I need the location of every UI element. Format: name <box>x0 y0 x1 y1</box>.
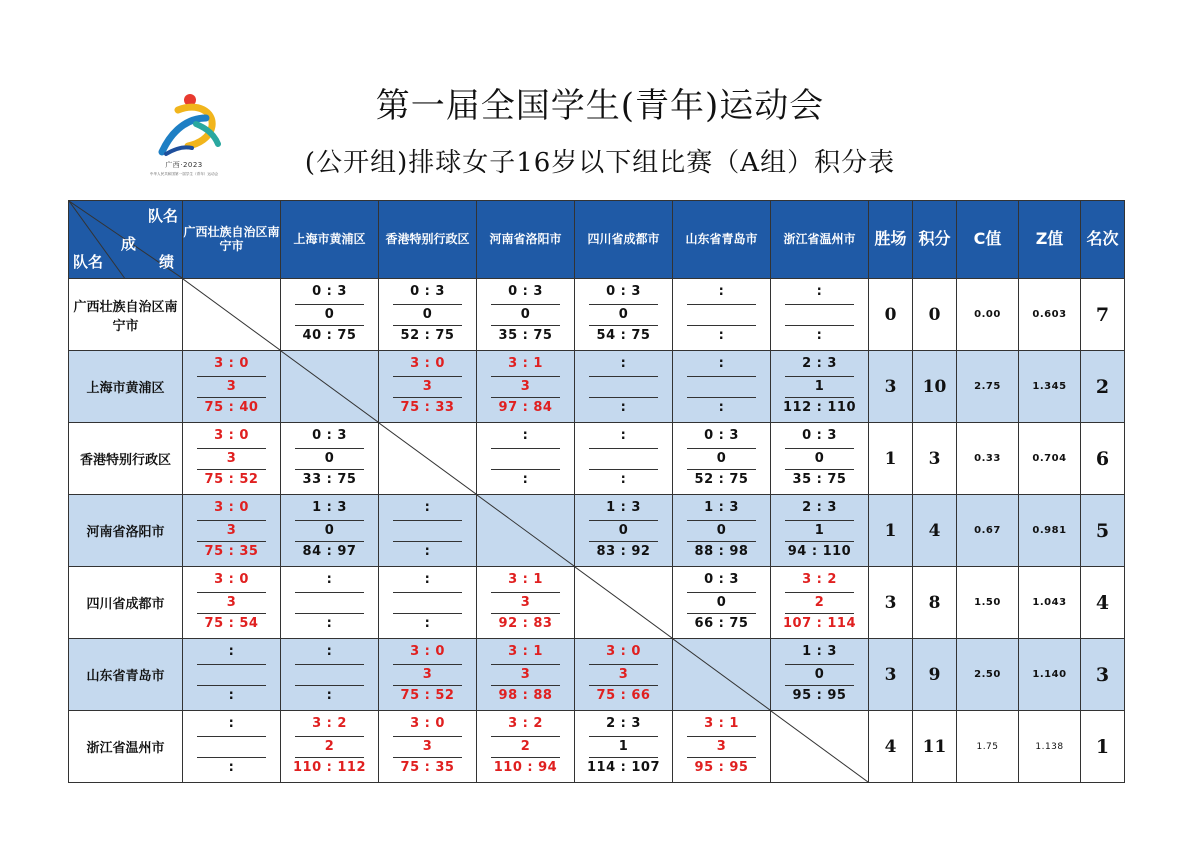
match-result-cell <box>281 639 379 711</box>
match-points <box>687 304 756 326</box>
set-score: 3 : 0 <box>214 571 249 587</box>
match-result <box>575 712 672 782</box>
match-result <box>477 712 574 782</box>
match-points <box>197 664 266 686</box>
match-result-cell <box>575 639 673 711</box>
points-cell: 10 <box>913 351 957 423</box>
set-score: 3 : 2 <box>802 571 837 587</box>
z-value-cell: 0.603 <box>1019 279 1081 351</box>
match-result <box>379 280 476 350</box>
match-points <box>589 376 658 398</box>
match-result-cell <box>771 279 869 351</box>
col-header-team: 河南省洛阳市 <box>477 201 575 279</box>
match-points <box>295 592 364 614</box>
match-result-cell <box>379 711 477 783</box>
points-score: 110 : 94 <box>493 759 558 775</box>
z-value-cell: 1.140 <box>1019 639 1081 711</box>
match-points: 3 <box>393 736 462 758</box>
wins-cell: 3 <box>869 639 913 711</box>
match-points: 3 <box>197 448 266 470</box>
points-score: 95 : 95 <box>792 687 847 703</box>
match-result-cell <box>575 423 673 495</box>
match-points: 3 <box>197 592 266 614</box>
match-result <box>281 568 378 638</box>
row-team-name: 广西壮族自治区南宁市 <box>69 279 183 351</box>
row-team-name: 浙江省温州市 <box>69 711 183 783</box>
match-result-cell <box>771 423 869 495</box>
match-result <box>379 640 476 710</box>
match-result <box>477 424 574 494</box>
match-result-cell <box>575 351 673 423</box>
set-score: 0 : 3 <box>312 427 347 443</box>
col-header-rank: 名次 <box>1081 201 1125 279</box>
match-points <box>491 448 560 470</box>
match-points: 3 <box>589 664 658 686</box>
match-points: 0 <box>785 448 854 470</box>
match-result <box>281 280 378 350</box>
match-result <box>183 352 280 422</box>
points-score: 75 : 40 <box>204 399 259 415</box>
set-score: 3 : 1 <box>704 715 739 731</box>
match-result <box>771 496 868 566</box>
match-result-cell <box>183 711 281 783</box>
match-result <box>771 424 868 494</box>
match-result-cell <box>379 279 477 351</box>
z-value-cell: 1.138 <box>1019 711 1081 783</box>
points-score: : <box>424 543 431 559</box>
set-score: 0 : 3 <box>606 283 641 299</box>
match-points: 0 <box>295 448 364 470</box>
match-points: 0 <box>687 448 756 470</box>
games-emblem-icon <box>132 88 236 160</box>
points-score: 35 : 75 <box>792 471 847 487</box>
match-points: 3 <box>491 376 560 398</box>
match-points: 3 <box>197 376 266 398</box>
match-result <box>673 496 770 566</box>
points-cell: 4 <box>913 495 957 567</box>
set-score: : <box>326 571 333 587</box>
points-score: 40 : 75 <box>302 327 357 343</box>
points-score: 52 : 75 <box>400 327 455 343</box>
col-header-c-value: C值 <box>957 201 1019 279</box>
points-score: : <box>228 759 235 775</box>
match-result <box>281 496 378 566</box>
match-result-cell <box>673 495 771 567</box>
c-value-cell: 0.33 <box>957 423 1019 495</box>
match-points <box>295 664 364 686</box>
c-value-cell: 0.67 <box>957 495 1019 567</box>
match-result-cell <box>477 351 575 423</box>
points-score: 33 : 75 <box>302 471 357 487</box>
set-score: 2 : 3 <box>606 715 641 731</box>
match-result-cell <box>673 711 771 783</box>
c-value-cell: 0.00 <box>957 279 1019 351</box>
points-score: 54 : 75 <box>596 327 651 343</box>
match-points: 0 <box>687 592 756 614</box>
corner-label-middle: 成 <box>121 235 137 253</box>
table-row <box>69 351 1125 423</box>
set-score: 0 : 3 <box>704 427 739 443</box>
points-score: 107 : 114 <box>782 615 857 631</box>
corner-label-top: 队名 <box>147 207 178 225</box>
points-cell: 9 <box>913 639 957 711</box>
match-points: 0 <box>491 304 560 326</box>
match-result-cell <box>183 639 281 711</box>
wins-cell: 4 <box>869 711 913 783</box>
points-score: 52 : 75 <box>694 471 749 487</box>
points-score: : <box>228 687 235 703</box>
match-result <box>575 640 672 710</box>
match-result-cell <box>281 711 379 783</box>
match-result <box>575 496 672 566</box>
match-result <box>281 640 378 710</box>
diagonal-line <box>183 279 280 350</box>
match-points: 3 <box>491 592 560 614</box>
table-row <box>69 495 1125 567</box>
points-score: 92 : 83 <box>498 615 553 631</box>
set-score: : <box>816 283 823 299</box>
col-header-team: 浙江省温州市 <box>771 201 869 279</box>
z-value-cell: 0.981 <box>1019 495 1081 567</box>
points-score: 75 : 35 <box>204 543 259 559</box>
match-result <box>575 280 672 350</box>
points-score: : <box>718 399 725 415</box>
set-score: 3 : 2 <box>508 715 543 731</box>
set-score: 0 : 3 <box>802 427 837 443</box>
wins-cell: 1 <box>869 423 913 495</box>
match-result <box>771 280 868 350</box>
points-cell: 11 <box>913 711 957 783</box>
c-value-cell: 1.75 <box>957 711 1019 783</box>
match-result-cell <box>183 351 281 423</box>
diagonal-line <box>379 423 476 494</box>
match-result <box>673 280 770 350</box>
match-result <box>379 496 476 566</box>
set-score: 3 : 0 <box>214 355 249 371</box>
set-score: 0 : 3 <box>312 283 347 299</box>
match-result-cell <box>575 711 673 783</box>
points-score: 35 : 75 <box>498 327 553 343</box>
table-row <box>69 423 1125 495</box>
points-score: : <box>424 615 431 631</box>
diagonal-line <box>673 639 770 710</box>
match-points: 0 <box>589 520 658 542</box>
diagonal-line <box>771 711 868 782</box>
rank-cell: 7 <box>1081 279 1125 351</box>
match-points <box>589 448 658 470</box>
match-result <box>673 424 770 494</box>
match-result <box>673 568 770 638</box>
match-points: 3 <box>687 736 756 758</box>
col-header-z-value: Z值 <box>1019 201 1081 279</box>
match-result-cell <box>281 567 379 639</box>
match-points: 2 <box>785 592 854 614</box>
row-team-name: 香港特别行政区 <box>69 423 183 495</box>
rank-cell: 6 <box>1081 423 1125 495</box>
match-result <box>673 352 770 422</box>
set-score: : <box>620 355 627 371</box>
match-points: 3 <box>393 664 462 686</box>
match-result <box>183 568 280 638</box>
table-row <box>69 279 1125 351</box>
c-value-cell: 2.50 <box>957 639 1019 711</box>
match-result <box>183 424 280 494</box>
set-score: 3 : 0 <box>410 643 445 659</box>
self-match-cell <box>379 423 477 495</box>
row-team-name: 山东省青岛市 <box>69 639 183 711</box>
corner-label-bottom: 队名 <box>73 253 104 271</box>
match-result-cell <box>575 495 673 567</box>
col-header-team: 广西壮族自治区南宁市 <box>183 201 281 279</box>
match-result <box>281 712 378 782</box>
match-points <box>393 520 462 542</box>
standings-table <box>68 200 1125 783</box>
match-result-cell <box>771 639 869 711</box>
points-score: 114 : 107 <box>586 759 661 775</box>
points-score: 98 : 88 <box>498 687 553 703</box>
header-corner <box>69 201 183 279</box>
points-score: 75 : 52 <box>400 687 455 703</box>
points-score: 110 : 112 <box>292 759 367 775</box>
table-row <box>69 567 1125 639</box>
points-score: : <box>326 615 333 631</box>
match-result <box>771 640 868 710</box>
self-match-cell <box>183 279 281 351</box>
match-result-cell <box>477 279 575 351</box>
points-score: 75 : 35 <box>400 759 455 775</box>
rank-cell: 1 <box>1081 711 1125 783</box>
match-result-cell <box>477 639 575 711</box>
match-points: 0 <box>687 520 756 542</box>
wins-cell: 0 <box>869 279 913 351</box>
match-points: 0 <box>393 304 462 326</box>
match-result <box>183 496 280 566</box>
set-score: : <box>424 499 431 515</box>
match-points: 0 <box>785 664 854 686</box>
match-result <box>477 568 574 638</box>
match-points: 3 <box>197 520 266 542</box>
col-header-wins: 胜场 <box>869 201 913 279</box>
points-score: : <box>620 399 627 415</box>
corner-label-result: 绩 <box>158 253 174 271</box>
match-result <box>477 640 574 710</box>
match-result-cell <box>673 423 771 495</box>
match-result-cell <box>281 423 379 495</box>
header-row <box>69 201 1125 279</box>
c-value-cell: 1.50 <box>957 567 1019 639</box>
match-result <box>477 280 574 350</box>
logo-caption-main: 广西·2023 <box>165 161 203 169</box>
set-score: : <box>228 715 235 731</box>
self-match-cell <box>477 495 575 567</box>
set-score: 0 : 3 <box>410 283 445 299</box>
rank-cell: 2 <box>1081 351 1125 423</box>
match-points: 2 <box>491 736 560 758</box>
points-score: 83 : 92 <box>596 543 651 559</box>
page-title: 第一届全国学生(青年)运动会 <box>375 86 825 126</box>
match-result-cell <box>183 423 281 495</box>
set-score: : <box>424 571 431 587</box>
match-points: 0 <box>295 304 364 326</box>
col-header-team: 四川省成都市 <box>575 201 673 279</box>
diagonal-line <box>281 351 378 422</box>
points-score: 94 : 110 <box>787 543 852 559</box>
match-result <box>575 352 672 422</box>
wins-cell: 3 <box>869 351 913 423</box>
set-score: 2 : 3 <box>802 355 837 371</box>
match-result <box>771 352 868 422</box>
match-result <box>379 568 476 638</box>
points-score: : <box>326 687 333 703</box>
points-score: 75 : 33 <box>400 399 455 415</box>
match-result-cell <box>379 567 477 639</box>
set-score: 0 : 3 <box>704 571 739 587</box>
col-header-team: 香港特别行政区 <box>379 201 477 279</box>
points-score: 84 : 97 <box>302 543 357 559</box>
points-cell: 0 <box>913 279 957 351</box>
set-score: 3 : 1 <box>508 643 543 659</box>
z-value-cell: 1.345 <box>1019 351 1081 423</box>
match-points: 1 <box>589 736 658 758</box>
self-match-cell <box>281 351 379 423</box>
wins-cell: 3 <box>869 567 913 639</box>
match-result <box>379 352 476 422</box>
col-header-points: 积分 <box>913 201 957 279</box>
match-points <box>687 376 756 398</box>
rank-cell: 4 <box>1081 567 1125 639</box>
set-score: : <box>228 643 235 659</box>
match-result-cell <box>379 495 477 567</box>
set-score: : <box>718 355 725 371</box>
table-row <box>69 639 1125 711</box>
set-score: : <box>326 643 333 659</box>
table-row <box>69 711 1125 783</box>
points-score: 75 : 54 <box>204 615 259 631</box>
z-value-cell: 1.043 <box>1019 567 1081 639</box>
c-value-cell: 2.75 <box>957 351 1019 423</box>
set-score: 0 : 3 <box>508 283 543 299</box>
set-score: 3 : 2 <box>312 715 347 731</box>
points-cell: 8 <box>913 567 957 639</box>
match-result-cell <box>477 711 575 783</box>
match-points: 0 <box>295 520 364 542</box>
match-result-cell <box>673 567 771 639</box>
match-result-cell <box>673 279 771 351</box>
set-score: 3 : 1 <box>508 571 543 587</box>
self-match-cell <box>673 639 771 711</box>
points-cell: 3 <box>913 423 957 495</box>
match-result <box>281 424 378 494</box>
diagonal-line <box>575 567 672 638</box>
row-team-name: 上海市黄浦区 <box>69 351 183 423</box>
set-score: : <box>522 427 529 443</box>
match-result-cell <box>183 567 281 639</box>
match-result <box>183 640 280 710</box>
self-match-cell <box>575 567 673 639</box>
points-score: 112 : 110 <box>782 399 857 415</box>
self-match-cell <box>771 711 869 783</box>
set-score: 1 : 3 <box>802 643 837 659</box>
match-result-cell <box>771 351 869 423</box>
match-result-cell <box>771 567 869 639</box>
match-result-cell <box>771 495 869 567</box>
match-result-cell <box>575 279 673 351</box>
points-score: : <box>718 327 725 343</box>
set-score: : <box>620 427 627 443</box>
set-score: 2 : 3 <box>802 499 837 515</box>
row-team-name: 四川省成都市 <box>69 567 183 639</box>
set-score: 3 : 0 <box>606 643 641 659</box>
points-score: 95 : 95 <box>694 759 749 775</box>
set-score: 3 : 0 <box>214 499 249 515</box>
games-logo <box>132 88 236 184</box>
match-points: 0 <box>589 304 658 326</box>
match-result <box>771 568 868 638</box>
match-result-cell <box>379 639 477 711</box>
match-result-cell <box>183 495 281 567</box>
match-result-cell <box>477 567 575 639</box>
col-header-team: 上海市黄浦区 <box>281 201 379 279</box>
points-score: : <box>620 471 627 487</box>
match-points <box>197 736 266 758</box>
wins-cell: 1 <box>869 495 913 567</box>
z-value-cell: 0.704 <box>1019 423 1081 495</box>
points-score: 88 : 98 <box>694 543 749 559</box>
match-points <box>785 304 854 326</box>
set-score: 3 : 0 <box>410 715 445 731</box>
col-header-team: 山东省青岛市 <box>673 201 771 279</box>
match-result-cell <box>281 279 379 351</box>
points-score: : <box>816 327 823 343</box>
page-subtitle: (公开组)排球女子16岁以下组比赛（A组）积分表 <box>304 148 896 178</box>
match-points: 3 <box>491 664 560 686</box>
match-points: 2 <box>295 736 364 758</box>
diagonal-line <box>477 495 574 566</box>
match-result <box>183 712 280 782</box>
row-team-name: 河南省洛阳市 <box>69 495 183 567</box>
set-score: 1 : 3 <box>312 499 347 515</box>
points-score: 66 : 75 <box>694 615 749 631</box>
rank-cell: 3 <box>1081 639 1125 711</box>
points-score: : <box>522 471 529 487</box>
set-score: 1 : 3 <box>606 499 641 515</box>
set-score: : <box>718 283 725 299</box>
set-score: 1 : 3 <box>704 499 739 515</box>
points-score: 75 : 66 <box>596 687 651 703</box>
set-score: 3 : 0 <box>214 427 249 443</box>
match-result-cell <box>673 351 771 423</box>
match-result-cell <box>477 423 575 495</box>
points-score: 75 : 52 <box>204 471 259 487</box>
match-points: 3 <box>393 376 462 398</box>
match-result-cell <box>281 495 379 567</box>
match-points: 1 <box>785 520 854 542</box>
set-score: 3 : 1 <box>508 355 543 371</box>
points-score: 97 : 84 <box>498 399 553 415</box>
match-result <box>673 712 770 782</box>
rank-cell: 5 <box>1081 495 1125 567</box>
match-result <box>379 712 476 782</box>
match-result <box>575 424 672 494</box>
match-points <box>393 592 462 614</box>
match-result <box>477 352 574 422</box>
match-points: 1 <box>785 376 854 398</box>
logo-caption-sub: 中华人民共和国第一届学生（青年）运动会 <box>149 171 219 176</box>
match-result-cell <box>379 351 477 423</box>
set-score: 3 : 0 <box>410 355 445 371</box>
